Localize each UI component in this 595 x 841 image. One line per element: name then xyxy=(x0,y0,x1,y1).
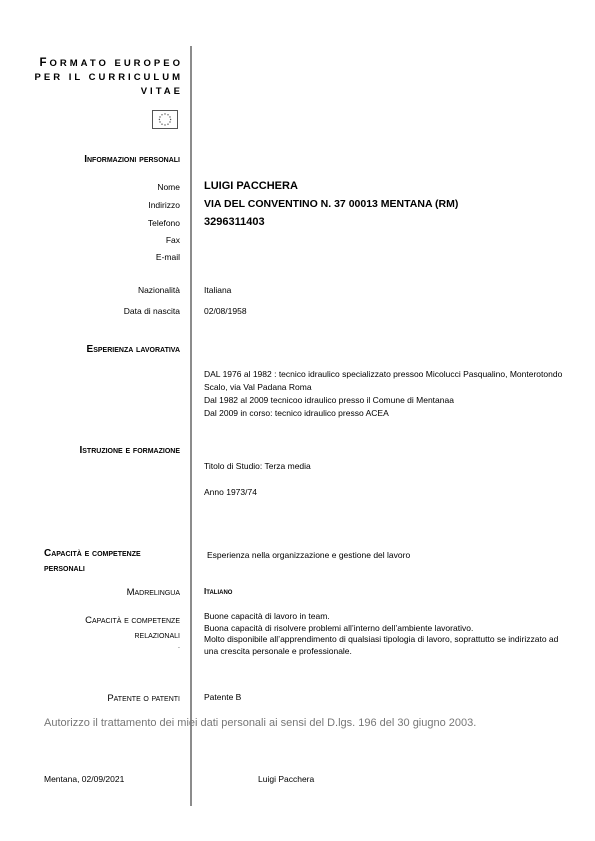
fax-label: Fax xyxy=(165,235,180,245)
section-work-experience: Esperienza lavorativa xyxy=(86,344,180,355)
patente-value: Patente B xyxy=(204,692,242,702)
work-line: Dal 1982 al 2009 tecnicoo idraulico presso il Comune di Mentanaa xyxy=(204,395,454,405)
patente-label: Patente o patenti xyxy=(107,693,180,704)
work-experience-list xyxy=(204,368,562,420)
relazionali-line: una crescita personale e professionale. xyxy=(204,645,352,656)
relazionali-line: Buona capacità di risolvere problemi all’interno dell’ambiente lavorativo. xyxy=(204,622,474,633)
work-line: DAL 1976 al 1982 : tecnico idraulico specializzato pressoo Micolucci Pasqualino, Monterotondo xyxy=(204,369,563,379)
section-skills: Capacità e competenze personali xyxy=(44,548,141,574)
relazionali-line: Molto disponibile all’apprendimento di qualsiasi tipologia di lavoro, soprattutto se indirizzato ad xyxy=(204,634,559,644)
telefono-label: Telefono xyxy=(147,218,180,228)
cv-title-line2: PER IL CURRICULUM xyxy=(34,72,183,83)
indirizzo-value: VIA DEL CONVENTINO N. 37 00013 MENTANA (RM) xyxy=(204,198,459,210)
cv-title xyxy=(35,56,183,99)
email-label: E-mail xyxy=(155,252,180,262)
relazionali-list xyxy=(204,611,558,657)
madrelingua-value: Italiano xyxy=(204,587,233,596)
section-personal-info: Informazioni personali xyxy=(84,154,180,165)
nazionalita-value: Italiana xyxy=(204,285,232,295)
work-line: Dal 2009 in corso: tecnico idraulico presso ACEA xyxy=(204,408,389,418)
madrelingua-label: Madrelingua xyxy=(126,587,180,598)
eu-flag-icon xyxy=(152,110,178,129)
nazionalita-label: Nazionalità xyxy=(137,285,180,295)
nome-value: LUIGI PACCHERA xyxy=(204,180,298,192)
indirizzo-label: Indirizzo xyxy=(148,200,180,210)
work-line: Scalo, via Val Padana Roma xyxy=(204,382,312,392)
privacy-statement: Autorizzo il trattamento dei miei dati personali ai sensi del D.lgs. 196 del 30 giugno 2003. xyxy=(44,717,477,729)
nascita-value: 02/08/1958 xyxy=(204,306,247,316)
skills-summary: Esperienza nella organizzazione e gestione del lavoro xyxy=(207,550,411,560)
cv-title-line3: VITAE xyxy=(140,86,183,97)
education-year: Anno 1973/74 xyxy=(204,487,257,497)
column-divider xyxy=(190,46,192,806)
place-date: Mentana, 02/09/2021 xyxy=(44,774,125,784)
relazionali-label: Capacità e competenze relazionali . xyxy=(85,615,180,650)
cv-title-line1: FORMATO EUROPEO xyxy=(39,57,183,69)
telefono-value: 3296311403 xyxy=(204,216,265,228)
signature: Luigi Pacchera xyxy=(258,774,315,784)
education-title: Titolo di Studio: Terza media xyxy=(204,461,311,471)
section-education: Istruzione e formazione xyxy=(79,445,180,456)
nascita-label: Data di nascita xyxy=(123,306,180,316)
relazionali-line: Buone capacità di lavoro in team. xyxy=(204,611,330,621)
nome-label: Nome xyxy=(157,182,180,192)
